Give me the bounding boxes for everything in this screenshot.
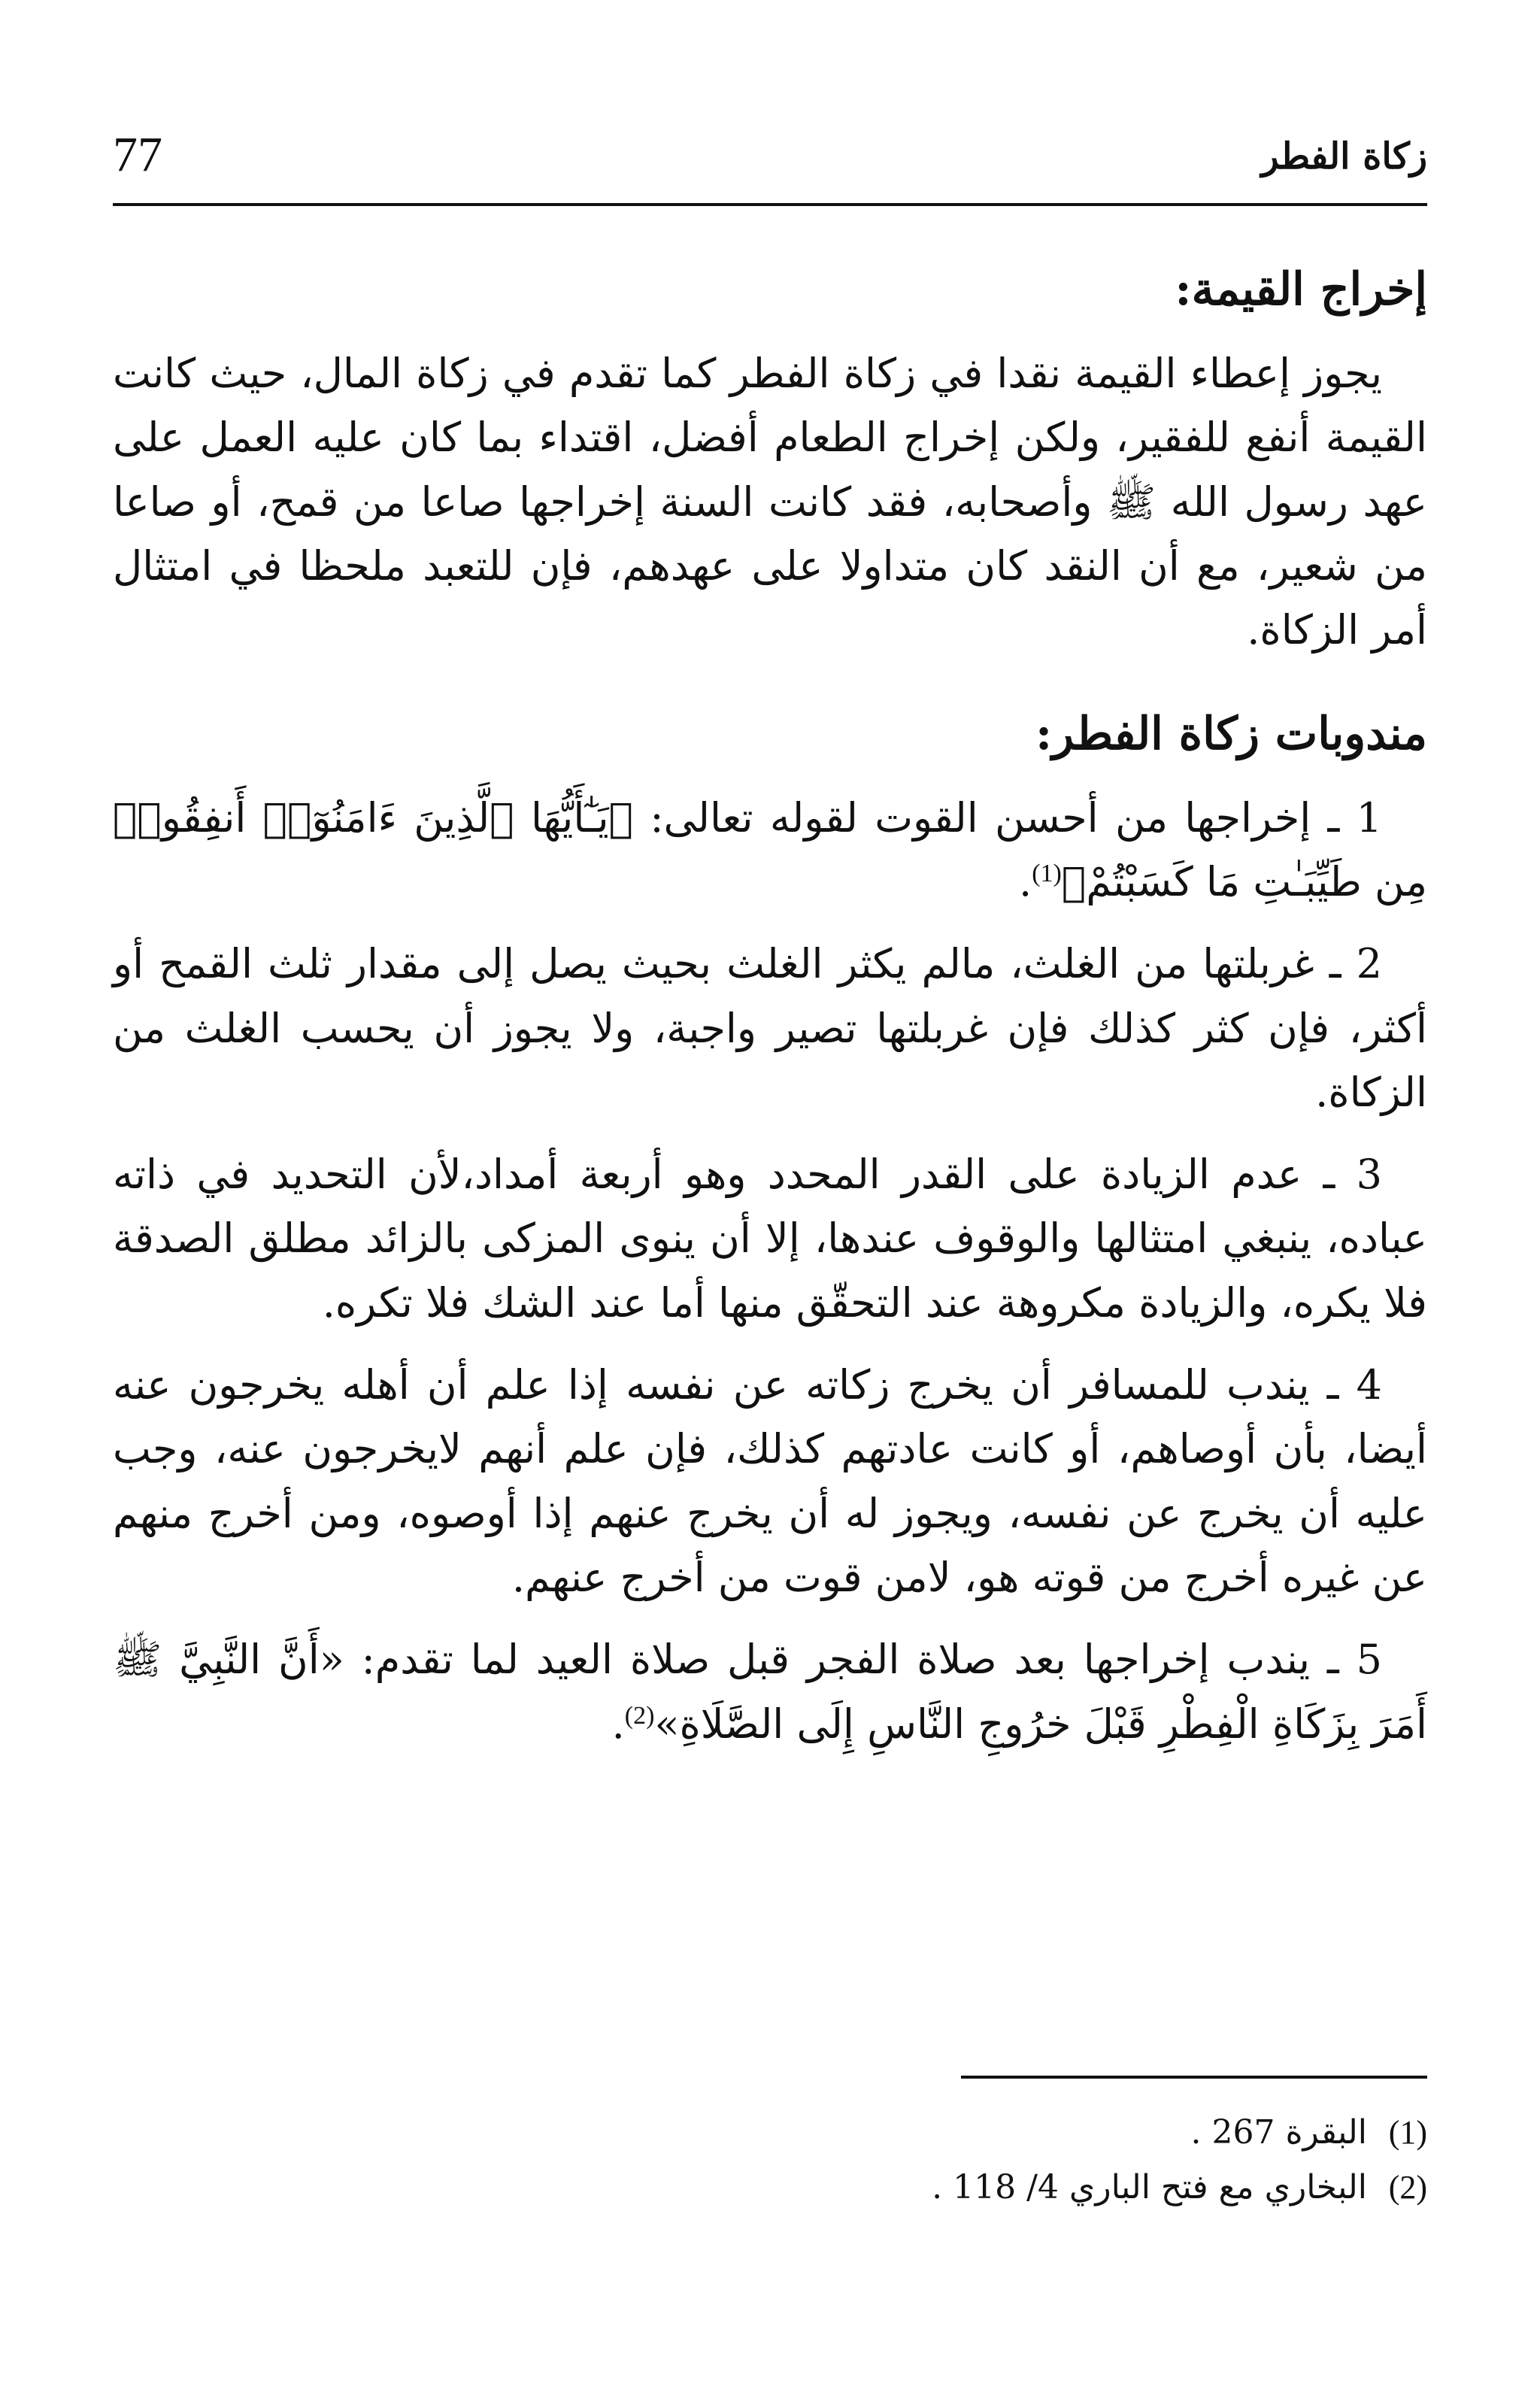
footnote-ref: (2) xyxy=(624,1701,655,1730)
item-text: 1 ـ إخراجها من أحسن القوت لقوله تعالى: xyxy=(633,793,1382,842)
running-header xyxy=(113,113,1427,206)
hadith-quote: «أَنَّ النَّبِيَّ ﷺ أَمَرَ بِزَكَاةِ الْفِطْرِ قَبْلَ خرُوجِ النَّاسِ إِلَى الصَّلَاةِ» xyxy=(113,1636,1427,1748)
list-item: 2 ـ غربلتها من الغلث، مالم يكثر الغلث بحيث يصل إلى مقدار ثلث القمح أو أكثر، فإن كثر كذلك فإن غربلتها تصير واجبة، ولا يجوز أن يحسب الغلث من الزكاة. xyxy=(113,940,1427,1116)
section-heading-value-payment: إخراج القيمة: xyxy=(1175,263,1427,316)
section-heading-recommended-acts: مندوبات زكاة الفطر: xyxy=(1035,707,1427,760)
item-end: . xyxy=(1019,857,1032,905)
page-number: 77 xyxy=(113,127,162,182)
chapter-title: زكاة الفطر xyxy=(1261,135,1427,177)
footnote-divider xyxy=(961,2076,1427,2079)
footnote-ref: (1) xyxy=(1032,859,1062,887)
page-body xyxy=(113,256,1427,1774)
footnote xyxy=(113,2106,1427,2161)
footnote-text: البخاري مع فتح الباري 4/ 118 . xyxy=(932,2167,1367,2206)
item-end: . xyxy=(611,1700,625,1748)
list-item: 4 ـ يندب للمسافر أن يخرج زكاته عن نفسه إذا علم أن أهله يخرجون عنه أيضا، بأن أوصاهم، أو كانت عادتهم كذلك، فإن علم أنهم لايخرجون عنه، وجب عليه أن يخرج عن نفسه، ويجوز له أن يخرج عنهم إذا أوصوه، ومن أخرج منهم عن غيره أخرج من قوته هو، لامن قوت من أخرج عنهم. xyxy=(113,1361,1427,1601)
quran-verse: ﴿يَـٰٓأَيُّهَا ٱلَّذِينَ ءَامَنُوٓا۟ أَنفِقُوا۟ مِن طَيِّبَـٰتِ مَا كَسَبْتُمْ﴾ xyxy=(113,793,1427,905)
paragraph-value-payment: يجوز إعطاء القيمة نقدا في زكاة الفطر كما تقدم في زكاة المال، حيث كانت القيمة أنفع للفقير، ولكن إخراج الطعام أفضل، اقتداء بما كان عليه العمل على عهد رسول الله ﷺ وأصحابه، فقد كانت السنة إخراجها صاعا من قمح، أو صاعا من شعير، مع أن النقد كان متداولا على عهدهم، فإن للتعبد ملحظا في امتثال أمر الزكاة. xyxy=(113,350,1427,654)
footnote-number: (1) xyxy=(1388,2114,1427,2151)
list-item xyxy=(113,786,1427,914)
footnote xyxy=(113,2161,1427,2215)
list-item xyxy=(113,1627,1427,1756)
item-text: 5 ـ يندب إخراجها بعد صلاة الفجر قبل صلاة العيد لما تقدم: xyxy=(344,1636,1382,1684)
list-item: 3 ـ عدم الزيادة على القدر المحدد وهو أربعة أمداد،لأن التحديد في ذاته عباده، ينبغي امتثالها والوقوف عندها، إلا أن ينوى المزكى بالزائد مطلق الصدقة فلا يكره، والزيادة مكروهة عند التحقّق منها أما عند الشك فلا تكره. xyxy=(113,1151,1427,1327)
footnote-text: البقرة 267 . xyxy=(1190,2113,1367,2152)
footnote-number: (2) xyxy=(1388,2168,1427,2206)
footnotes xyxy=(113,2106,1427,2215)
